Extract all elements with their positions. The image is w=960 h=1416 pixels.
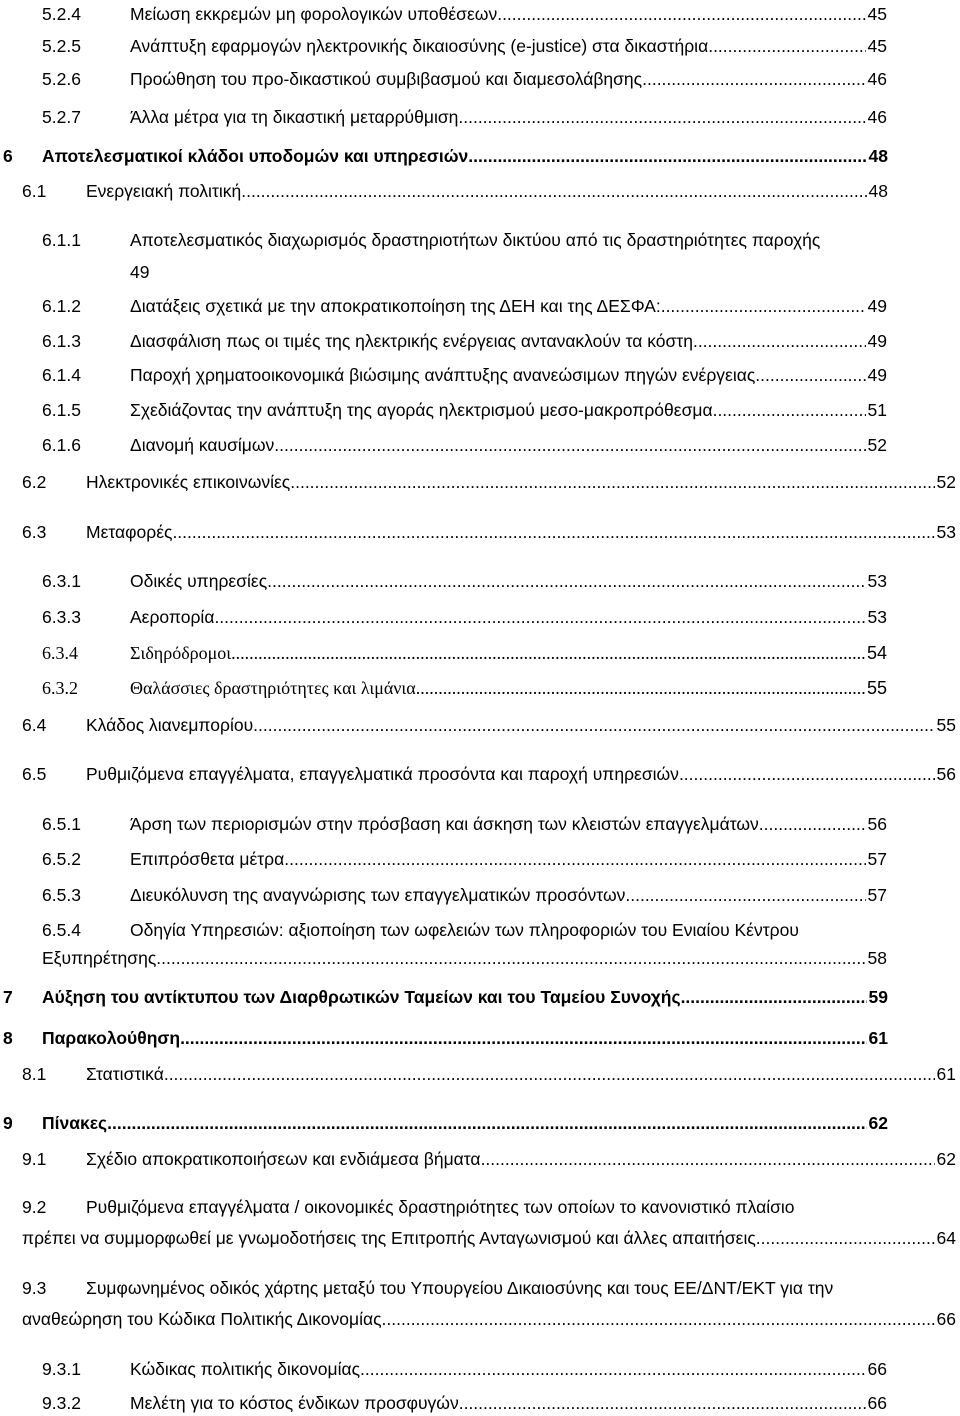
page-number: 49 <box>867 296 887 316</box>
leader-dots <box>274 434 865 456</box>
toc-entry-9-3[interactable] <box>0 1277 960 1333</box>
leader-dots <box>661 295 866 317</box>
leader-dots <box>107 1112 866 1134</box>
leader-dots <box>267 570 865 592</box>
section-number: 6.3.1 <box>42 571 81 591</box>
section-title: Ηλεκτρονικές επικοινωνίες <box>86 472 291 492</box>
section-number: 6.5 <box>22 764 47 784</box>
section-title: Ενεργειακή πολιτική <box>86 181 242 201</box>
leader-dots <box>458 106 865 128</box>
section-title: Αύξηση του αντίκτυπου των Διαρθρωτικών Ταμείων και του Ταμείου Συνοχής <box>42 987 681 1007</box>
section-number: 5.2.7 <box>42 107 81 127</box>
page-number: 46 <box>867 69 887 89</box>
leader-dots <box>241 180 866 202</box>
page-number: 49 <box>130 262 150 282</box>
leader-dots <box>642 68 865 90</box>
section-title-line2: Εξυπηρέτησης <box>42 948 157 968</box>
page-number: 52 <box>936 472 956 492</box>
section-number: 6.1 <box>22 181 47 201</box>
page-number: 48 <box>868 181 888 201</box>
leader-dots <box>164 1063 935 1085</box>
page-number: 55 <box>936 715 956 735</box>
page-number: 48 <box>868 146 888 166</box>
leader-dots <box>253 714 934 736</box>
section-title: Άλλα μέτρα για τη δικαστική μεταρρύθμιση <box>130 107 459 127</box>
leader-dots <box>284 848 865 870</box>
section-number: 6 <box>3 146 13 166</box>
section-number: 6.3.3 <box>42 607 81 627</box>
section-title: Διευκόλυνση της αναγνώρισης των επαγγελματικών προσόντων <box>130 885 626 905</box>
toc-entry-6-5-4[interactable] <box>0 919 960 973</box>
section-title-line2: πρέπει να συμμορφωθεί με γνωμοδοτήσεις της Επιτροπής Ανταγωνισμού και άλλες απαιτήσεις <box>22 1228 756 1248</box>
leader-dots <box>172 521 934 543</box>
section-number: 7 <box>3 987 13 1007</box>
leader-dots <box>481 1148 935 1170</box>
leader-dots <box>679 763 935 785</box>
section-number: 9 <box>3 1113 13 1133</box>
leader-dots <box>681 986 867 1008</box>
section-title: Σιδηρόδρομοι <box>130 643 232 663</box>
page-number: 66 <box>936 1309 956 1329</box>
section-number: 5.2.6 <box>42 69 81 89</box>
leader-dots <box>360 1358 865 1380</box>
leader-dots <box>290 471 934 493</box>
section-number: 6.5.2 <box>42 849 81 869</box>
page-number: 51 <box>867 400 887 420</box>
page-number: 45 <box>867 4 887 24</box>
section-title: Επιπρόσθετα μέτρα <box>130 849 285 869</box>
leader-dots <box>231 642 865 664</box>
page-number: 54 <box>866 643 887 663</box>
section-number: 9.3.2 <box>42 1393 81 1413</box>
leader-dots <box>497 3 865 25</box>
section-title: Παρακολούθηση <box>42 1028 181 1048</box>
section-title: Ρυθμιζόμενα επαγγέλματα, επαγγελματικά προσόντα και παροχή υπηρεσιών <box>86 764 679 784</box>
section-title: Αεροπορία <box>130 607 215 627</box>
page-number: 61 <box>868 1028 888 1048</box>
page-number: 58 <box>867 948 887 968</box>
section-title: Διασφάλιση πως οι τιμές της ηλεκτρικής ενέργειας αντανακλούν τα κόστη <box>130 331 693 351</box>
section-title: Στατιστικά <box>86 1064 164 1084</box>
page-number: 53 <box>867 607 887 627</box>
section-number: 6.2 <box>22 472 47 492</box>
leader-dots <box>693 330 866 352</box>
section-number: 6.4 <box>22 715 47 735</box>
section-number: 6.1.2 <box>42 296 81 316</box>
leader-dots <box>759 813 866 835</box>
page-number: 62 <box>936 1149 956 1169</box>
section-title: Σχέδιο αποκρατικοποιήσεων και ενδιάμεσα βήματα <box>86 1149 481 1169</box>
section-number: 6.1.4 <box>42 365 81 385</box>
page-number: 53 <box>936 522 956 542</box>
section-number: 9.2 <box>22 1197 47 1217</box>
section-title: Κλάδος λιανεμπορίου <box>86 715 254 735</box>
section-title: Σχεδιάζοντας την ανάπτυξη της αγοράς ηλεκτρισμού μεσο-μακροπρόθεσμα <box>130 400 713 420</box>
section-number: 6.3 <box>22 522 47 542</box>
section-number: 6.3.4 <box>42 643 78 663</box>
section-title-line2: αναθεώρηση του Κώδικα Πολιτικής Δικονομίας <box>22 1309 382 1329</box>
section-title: Οδικές υπηρεσίες <box>130 571 268 591</box>
section-title: Μεταφορές <box>86 522 173 542</box>
leader-dots <box>713 399 866 421</box>
section-number: 9.3.1 <box>42 1359 81 1379</box>
section-number: 6.1.5 <box>42 400 81 420</box>
section-title: Μελέτη για το κόστος ένδικων προσφυγών <box>130 1393 459 1413</box>
section-title: Αποτελεσματικός διαχωρισμός δραστηριοτήτων δικτύου από τις δραστηριότητες παροχής <box>130 230 821 250</box>
section-title-line1: Συμφωνημένος οδικός χάρτης μεταξύ του Υπουργείου Δικαιοσύνης και τους ΕΕ/ΔΝΤ/ΕΚΤ για την <box>86 1278 834 1298</box>
page-number: 57 <box>867 849 887 869</box>
page-number: 55 <box>866 678 887 698</box>
section-number: 5.2.4 <box>42 4 81 24</box>
section-title-line1: Οδηγία Υπηρεσιών: αξιοποίηση των ωφελειών των πληροφοριών του Ενιαίου Κέντρου <box>130 920 799 940</box>
leader-dots <box>382 1308 935 1330</box>
toc-entry-9-2[interactable] <box>0 1196 960 1252</box>
page-number: 61 <box>936 1064 956 1084</box>
page-number: 46 <box>867 107 887 127</box>
section-title: Πίνακες <box>42 1113 108 1133</box>
section-title: Αποτελεσματικοί κλάδοι υποδομών και υπηρεσιών <box>42 146 469 166</box>
leader-dots <box>625 884 865 906</box>
section-number: 5.2.5 <box>42 36 81 56</box>
leader-dots <box>708 35 865 57</box>
page-number: 56 <box>936 764 956 784</box>
section-title-line1: Ρυθμιζόμενα επαγγέλματα / οικονομικές δραστηριότητες των οποίων το κανονιστικό πλαίσιο <box>86 1197 795 1217</box>
page-number: 66 <box>867 1359 887 1379</box>
section-title: Προώθηση του προ-δικαστικού συμβιβασμού και διαμεσολάβησης <box>130 69 643 89</box>
page-number: 59 <box>868 987 888 1007</box>
page-number: 66 <box>867 1393 887 1413</box>
section-number: 6.3.2 <box>42 678 78 698</box>
leader-dots <box>156 947 865 969</box>
section-number: 6.1.3 <box>42 331 81 351</box>
leader-dots <box>459 1392 866 1414</box>
leader-dots <box>416 677 865 699</box>
page-number: 62 <box>868 1113 888 1133</box>
leader-dots <box>214 606 865 628</box>
section-number: 6.5.4 <box>42 920 81 940</box>
section-number: 6.1.6 <box>42 435 81 455</box>
section-number: 8 <box>3 1028 13 1048</box>
section-title: Ανάπτυξη εφαρμογών ηλεκτρονικής δικαιοσύνης (e-justice) στα δικαστήρια <box>130 36 709 56</box>
section-number: 8.1 <box>22 1064 47 1084</box>
leader-dots <box>468 145 866 167</box>
section-title: Θαλάσσιες δραστηριότητες και λιμάνια <box>130 678 416 698</box>
leader-dots <box>756 1227 935 1249</box>
section-title: Άρση των περιορισμών στην πρόσβαση και άσκηση των κλειστών επαγγελμάτων <box>130 814 759 834</box>
section-number: 6.5.3 <box>42 885 81 905</box>
section-title: Διατάξεις σχετικά με την αποκρατικοποίηση της ΔΕΗ και της ΔΕΣΦΑ: <box>130 296 661 316</box>
section-title: Διανομή καυσίμων <box>130 435 275 455</box>
section-number: 6.1.1 <box>42 230 81 250</box>
page-number: 45 <box>867 36 887 56</box>
section-title: Κώδικας πολιτικής δικονομίας <box>130 1359 361 1379</box>
page-number: 53 <box>867 571 887 591</box>
section-number: 9.3 <box>22 1278 47 1298</box>
page-number: 49 <box>867 331 887 351</box>
section-number: 6.5.1 <box>42 814 81 834</box>
page-number: 49 <box>867 365 887 385</box>
page-number: 64 <box>936 1228 956 1248</box>
page-number: 57 <box>867 885 887 905</box>
leader-dots <box>755 364 865 386</box>
toc-entry-6-1-1[interactable] <box>0 229 960 285</box>
section-number: 9.1 <box>22 1149 47 1169</box>
section-title: Παροχή χρηματοοικονομικά βιώσιμης ανάπτυξης ανανεώσιμων πηγών ενέργειας <box>130 365 756 385</box>
page-number: 52 <box>867 435 887 455</box>
page-number: 56 <box>867 814 887 834</box>
leader-dots <box>180 1027 866 1049</box>
section-title: Μείωση εκκρεμών μη φορολογικών υποθέσεων <box>130 4 498 24</box>
